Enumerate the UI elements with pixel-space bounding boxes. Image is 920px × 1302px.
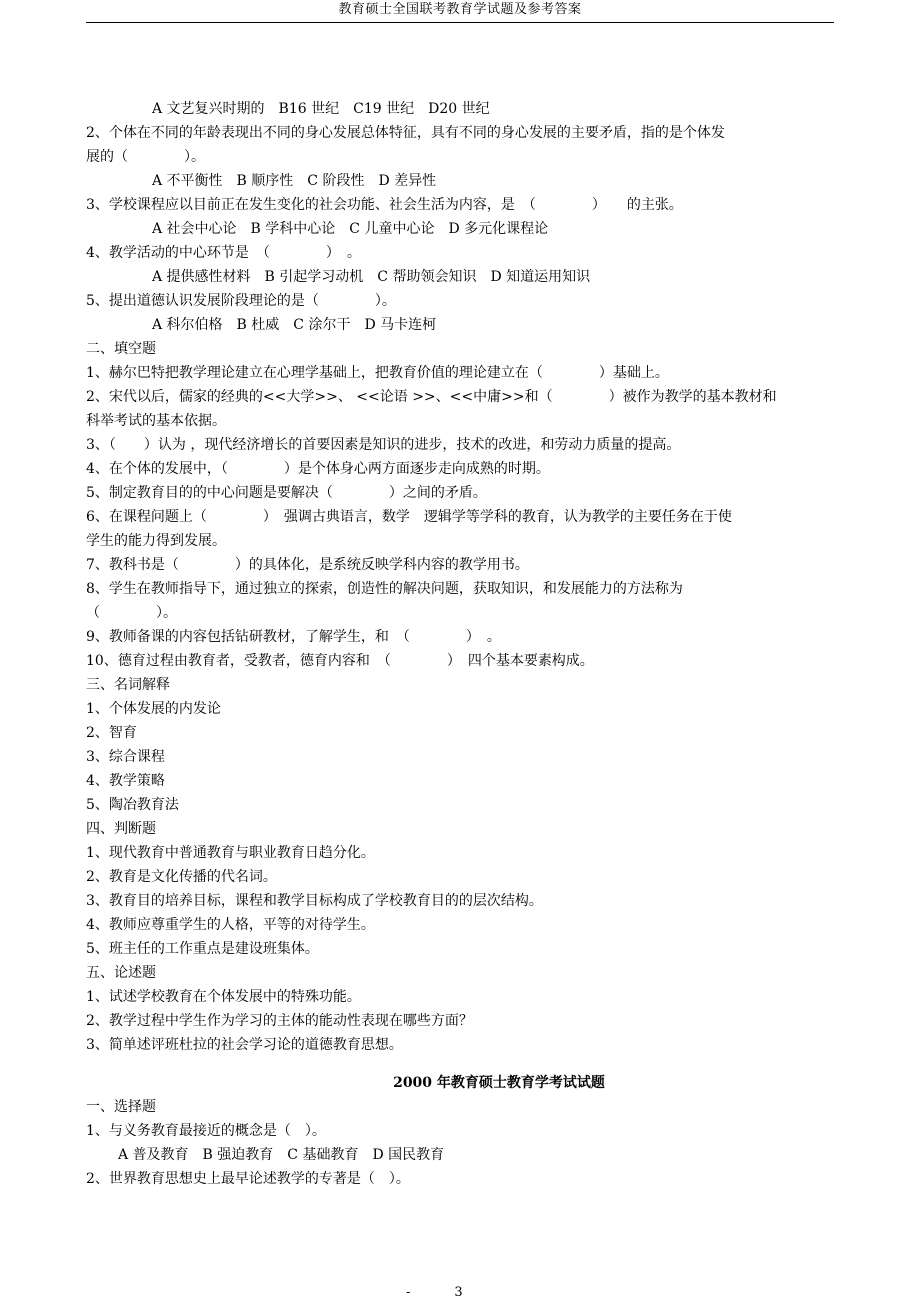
section-heading: 三、名词解释 (86, 677, 170, 693)
question-line: 2、世界教育思想史上最早论述教学的专著是（ ）。 (86, 1171, 410, 1187)
term-item: 2、智育 (86, 725, 137, 741)
essay-item: 2、教学过程中学生作为学习的主体的能动性表现在哪些方面？ (86, 1013, 473, 1029)
question-line: 9、教师备课的内容包括钻研教材，了解学生，和 （ ） 。 (86, 629, 501, 645)
question-line: 学生的能力得到发展。 (86, 533, 226, 549)
page-number (406, 1285, 507, 1300)
question-line: （ ）。 (86, 605, 177, 621)
term-item: 5、陶冶教育法 (86, 797, 179, 813)
essay-item: 1、试述学校教育在个体发展中的特殊功能。 (86, 989, 361, 1005)
question-line: 2、个体在不同的年龄表现出不同的身心发展总体特征，具有不同的身心发展的主要矛盾，指的是个体发 (86, 125, 725, 141)
judgement-item: 2、教育是文化传播的代名词。 (86, 869, 277, 885)
term-item: 1、个体发展的内发论 (86, 701, 221, 717)
judgement-item: 4、教师应尊重学生的人格，平等的对待学生。 (86, 917, 375, 933)
question-line: 3、（ ）认为 ，现代经济增长的首要因素是知识的进步，技术的改进，和劳动力质量的提高。 (86, 437, 681, 453)
option-line: A 科尔伯格 B 杜威 C 涂尔干 D 马卡连柯 (152, 317, 437, 333)
exam-title: 2000 年教育硕士教育学考试试题 (393, 1075, 605, 1091)
option-line: A 普及教育 B 强迫教育 C 基础教育 D 国民教育 (118, 1147, 445, 1163)
term-item: 3、综合课程 (86, 749, 165, 765)
judgement-item: 1、现代教育中普通教育与职业教育日趋分化。 (86, 845, 375, 861)
option-line: A 提供感性材料 B 引起学习动机 C 帮助领会知识 D 知道运用知识 (152, 269, 591, 285)
section-heading: 四、判断题 (86, 821, 156, 837)
question-line: 4、教学活动的中心环节是 （ ） 。 (86, 245, 361, 261)
question-line: 5、制定教育目的的中心问题是要解决（ ）之间的矛盾。 (86, 485, 487, 501)
question-line: 6、在课程问题上（ ） 强调古典语言，数学 逻辑学等学科的教育，认为教学的主要任务在于使 (86, 509, 732, 525)
question-line: 3、学校课程应以目前正在发生变化的社会功能、社会生活为内容，是 （ ） 的主张。 (86, 197, 683, 213)
question-line: 7、教科书是（ ）的具体化，是系统反映学科内容的教学用书。 (86, 557, 529, 573)
question-line: 8、学生在教师指导下，通过独立的探索，创造性的解决问题，获取知识，和发展能力的方法称为 (86, 581, 683, 597)
question-line: 科举考试的基本依据。 (86, 413, 226, 429)
question-line: 10、德育过程由教育者，受教者，德育内容和 （ ） 四个基本要素构成。 (86, 653, 594, 669)
header-title: 教育硕士全国联考教育学试题及参考答案 (338, 2, 582, 17)
option-line: A 不平衡性 B 顺序性 C 阶段性 D 差异性 (152, 173, 437, 189)
page-number-value: 3 (454, 1285, 463, 1300)
question-line: 1、与义务教育最接近的概念是（ ）。 (86, 1123, 326, 1139)
page-header (86, 0, 834, 23)
question-line: 2、宋代以后，儒家的经典的<<大学>>、 <<论语 >>、<<中庸>>和（ ）被作为教学的基本教材和 (86, 389, 777, 405)
section-heading: 一、选择题 (86, 1099, 156, 1115)
question-line: 4、在个体的发展中，（ ）是个体身心两方面逐步走向成熟的时期。 (86, 461, 550, 477)
option-line: A 文艺复兴时期的 B16 世纪 C19 世纪 D20 世纪 (152, 101, 490, 117)
term-item: 4、教学策略 (86, 773, 165, 789)
judgement-item: 3、教育目的培养目标，课程和教学目标构成了学校教育目的的层次结构。 (86, 893, 543, 909)
option-line: A 社会中心论 B 学科中心论 C 儿童中心论 D 多元化课程论 (152, 221, 549, 237)
page-dash: - (406, 1285, 411, 1300)
question-line: 1、赫尔巴特把教学理论建立在心理学基础上，把教育价值的理论建立在（ ）基础上。 (86, 365, 669, 381)
question-line: 5、提出道德认识发展阶段理论的是（ ）。 (86, 293, 396, 309)
section-heading: 二、填空题 (86, 341, 156, 357)
question-line: 展的（ ）。 (86, 149, 205, 165)
document-body (86, 97, 840, 1191)
judgement-item: 5、班主任的工作重点是建设班集体。 (86, 941, 319, 957)
section-heading: 五、论述题 (86, 965, 156, 981)
essay-item: 3、简单述评班杜拉的社会学习论的道德教育思想。 (86, 1037, 403, 1053)
